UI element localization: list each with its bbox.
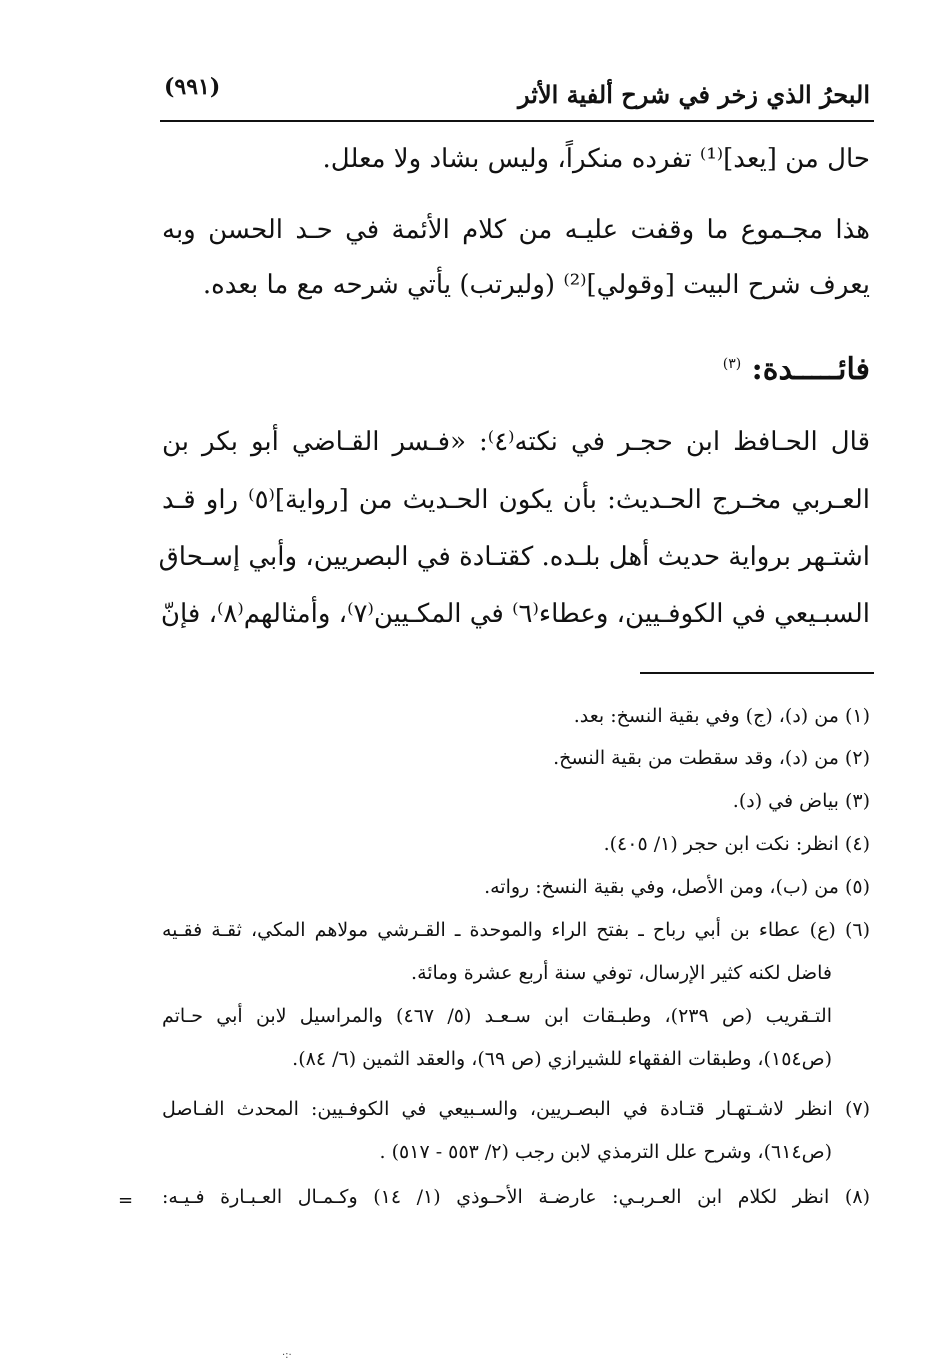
footnote: (٨) انظر لكلام ابن العـربـي: عارضـة الأحـوذي (١/ ١٤) وكـمـال العـبـارة فـيـه: xyxy=(162,1186,870,1208)
page-number: (٩٩١) xyxy=(164,74,221,100)
footnote: (٥) من (ب)، ومن الأصل، وفي بقية النسخ: رواته. xyxy=(484,876,870,898)
footnote: (٣) بياض في (د). xyxy=(732,790,870,812)
heading-text: فائـــــدة: xyxy=(751,352,870,387)
footnote: (١) من (د)، (ج) وفي بقية النسخ: بعد. xyxy=(573,705,870,727)
body-line: السبـيعي في الكوفـيين، وعطاء⁽٦⁾ في المكـيين⁽٧⁾، وأمثالهم⁽٨⁾، فإنّ xyxy=(160,599,870,629)
heading-footnote-ref: (٣) xyxy=(722,356,742,372)
scan-speck: ·:· xyxy=(282,1350,292,1361)
header-divider xyxy=(160,120,874,122)
continuation-mark: = xyxy=(118,1190,134,1211)
body-line: العـربي مخـرج الحـديث: بأن يكون الحـديث من [رواية]⁽٥⁾ راو قـد xyxy=(162,485,870,515)
footnote-continuation: (ص٦١٤)، وشرح علل الترمذي لابن رجب (٢/ ٥٥٣ - ٥١٧) . xyxy=(379,1141,832,1163)
footnote: (٦) (ع) عطاء بن أبي رباح ـ بفتح الراء والموحدة ـ القـرشي مولاهم المكي، ثقـة فقـيه xyxy=(162,919,870,941)
footnote: (٢) من (د)، وقد سقطت من بقية النسخ. xyxy=(553,747,870,769)
body-line: يعرف شرح البيت [وقولي]⁽²⁾ (وليرتب) يأتي شرحه مع ما بعده. xyxy=(202,270,870,300)
running-header-title: البحرُ الذي زخر في شرح ألفية الأثر xyxy=(518,80,870,109)
footnote-divider xyxy=(640,672,874,674)
section-heading xyxy=(723,352,870,387)
footnote: (٧) انظر لاشـتهـار قتـادة في البصـريين، والسـبيعي في الكوفـيين: المحدث الفـاصل xyxy=(162,1098,870,1120)
footnote-continuation: فاضل لكنه كثير الإرسال، توفي سنة أربع عشرة ومائة. xyxy=(411,962,832,984)
body-line: حال من [يعد]⁽¹⁾ تفرده منكراً، وليس بشاد ولا معلل. xyxy=(322,144,870,174)
body-line: اشتـهر برواية حديث أهل بلـده. كقتـادة في البصريين، وأبي إسـحاق xyxy=(158,542,870,572)
footnote: (٤) انظر: نكت ابن حجر (١/ ٤٠٥). xyxy=(603,833,870,855)
footnote-continuation: (ص١٥٤)، وطبقات الفقهاء للشيرازي (ص ٦٩)، والعقد الثمين (٦/ ٨٤). xyxy=(292,1048,832,1070)
footnote-continuation: التـقريب (ص ٢٣٩)، وطبـقات ابن سـعـد (٥/ ٤٦٧) والمراسيل لابن أبي حـاتم xyxy=(162,1005,832,1027)
body-line: قال الحـافظ ابن حجـر في نكته⁽٤⁾: «فـسر القـاضي أبو بكر بن xyxy=(162,427,870,457)
body-line: هذا مجـموع ما وقفت عليـه من كلام الأئمة في حـد الحسن وبه xyxy=(162,215,870,245)
